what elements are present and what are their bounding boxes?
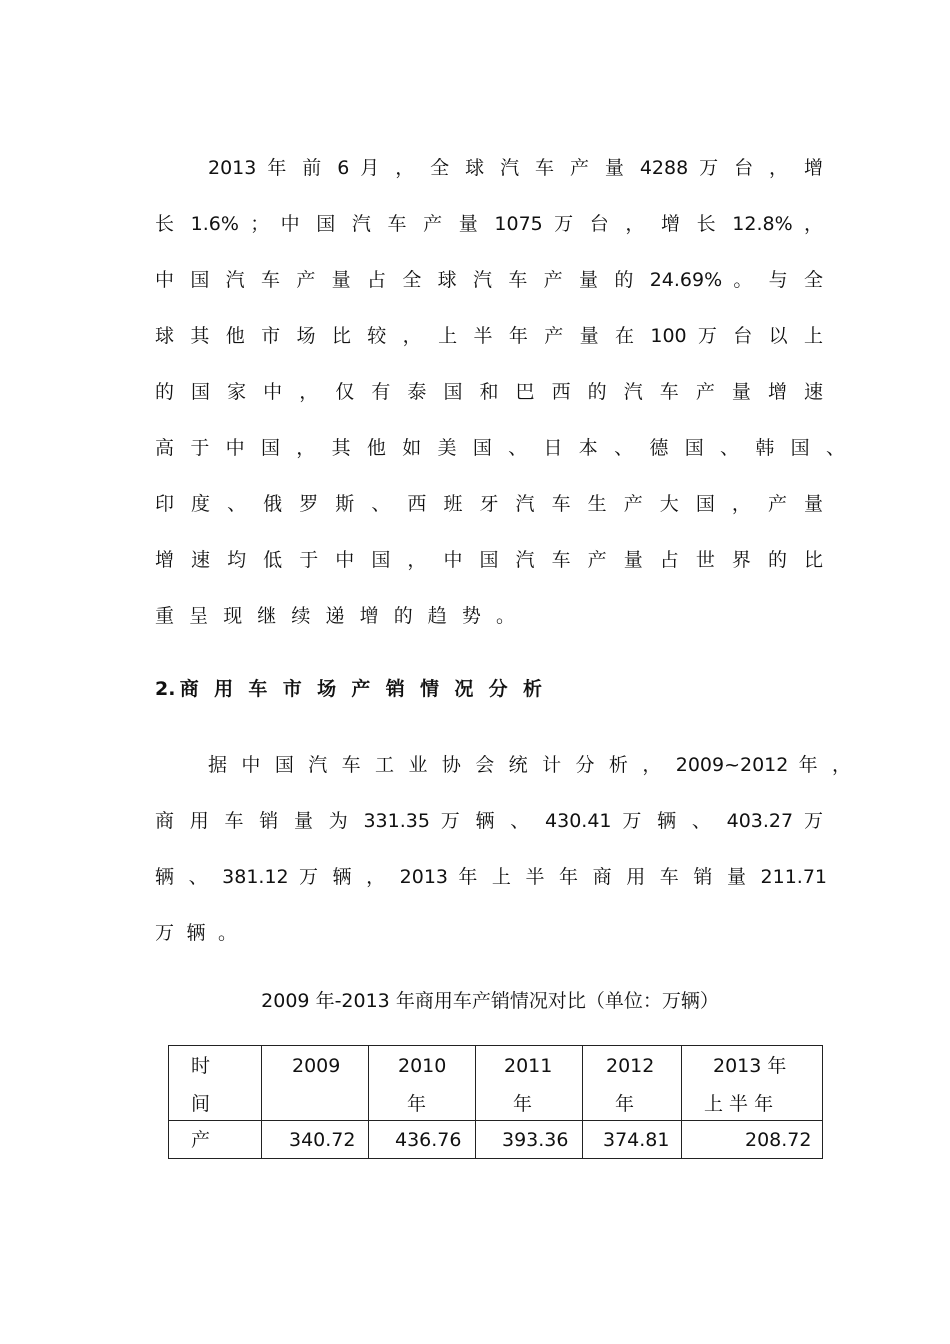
table-cell	[583, 1121, 682, 1159]
paragraph-line: 据 中 国 汽 车 工 业 协 会 统 计 分 析 ， 2009~2012 年 ，	[208, 754, 851, 776]
section-heading: 2.商 用 车 市 场 产 销 情 况 分 析	[155, 678, 542, 700]
cell-value: 208.72	[745, 1129, 812, 1151]
header-text: 时	[191, 1055, 211, 1077]
header-text: 年	[407, 1093, 427, 1115]
table-row	[169, 1121, 823, 1159]
table-header-cell	[476, 1046, 583, 1121]
cell-value: 393.36	[502, 1129, 569, 1151]
paragraph-line: 辆 、 381.12 万 辆 ， 2013 年 上 半 年 商 用 车 销 量 211.71	[155, 866, 827, 888]
cell-value: 374.81	[603, 1129, 670, 1151]
table-header-row	[169, 1046, 823, 1121]
paragraph-line: 重 呈 现 继 续 递 增 的 趋 势 。	[155, 605, 515, 627]
table-cell	[682, 1121, 823, 1159]
production-sales-table	[168, 1045, 823, 1159]
table-cell	[369, 1121, 476, 1159]
paragraph-line: 球 其 他 市 场 比 较 ， 上 半 年 产 量 在 100 万 台 以 上	[155, 325, 823, 347]
paragraph-line: 的 国 家 中 ， 仅 有 泰 国 和 巴 西 的 汽 车 产 量 增 速	[155, 381, 823, 403]
cell-value: 436.76	[395, 1129, 462, 1151]
paragraph-line: 高 于 中 国 ， 其 他 如 美 国 、 日 本 、 德 国 、 韩 国 、	[155, 437, 845, 459]
table-cell	[476, 1121, 583, 1159]
table-header-cell	[262, 1046, 369, 1121]
row-label: 产	[191, 1129, 211, 1151]
header-text: 2012	[606, 1055, 655, 1077]
header-text: 2011	[504, 1055, 553, 1077]
table-cell	[169, 1121, 262, 1159]
header-text: 年	[615, 1093, 635, 1115]
paragraph-line: 万 辆 。	[155, 922, 237, 944]
paragraph-line: 2013 年 前 6 月 ， 全 球 汽 车 产 量 4288 万 台 ， 增	[208, 157, 823, 179]
header-text: 年	[513, 1093, 533, 1115]
table-cell	[262, 1121, 369, 1159]
table-header-cell	[682, 1046, 823, 1121]
header-text: 2010	[398, 1055, 447, 1077]
paragraph-line: 印 度 、 俄 罗 斯 、 西 班 牙 汽 车 生 产 大 国 ， 产 量	[155, 493, 823, 515]
header-text: 上 半 年	[704, 1093, 774, 1115]
header-text: 2013 年	[713, 1055, 787, 1077]
header-text: 间	[191, 1093, 211, 1115]
table-caption: 2009 年-2013 年商用车产销情况对比（单位：万辆）	[261, 990, 719, 1012]
table-header-cell	[169, 1046, 262, 1121]
paragraph-line: 增 速 均 低 于 中 国 ， 中 国 汽 车 产 量 占 世 界 的 比	[155, 549, 823, 571]
paragraph-line: 中 国 汽 车 产 量 占 全 球 汽 车 产 量 的 24.69% 。 与 全	[155, 269, 823, 291]
table-header-cell	[583, 1046, 682, 1121]
paragraph-line: 商 用 车 销 量 为 331.35 万 辆 、 430.41 万 辆 、 403.27 万	[155, 810, 823, 832]
table-header-cell	[369, 1046, 476, 1121]
paragraph-line: 长 1.6% ； 中 国 汽 车 产 量 1075 万 台 ， 增 长 12.8% ，	[155, 213, 823, 235]
cell-value: 340.72	[289, 1129, 356, 1151]
header-text: 2009	[292, 1055, 341, 1077]
